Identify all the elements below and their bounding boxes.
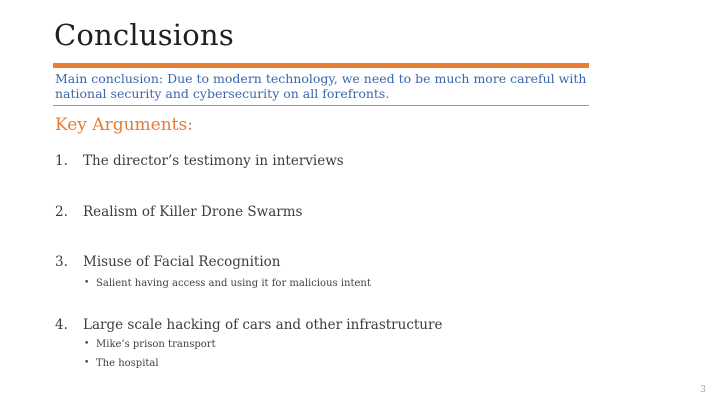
sub-bullet-item	[84, 277, 371, 290]
sub-bullet-item	[84, 357, 159, 370]
divider-line	[53, 105, 589, 106]
page-number: 3	[700, 385, 706, 395]
main-conclusion-text	[55, 71, 600, 101]
argument-number: 2.	[55, 204, 68, 220]
bullet-icon: •	[84, 278, 90, 288]
main-conclusion-line-1: Main conclusion: Due to modern technology, we need to be much more careful with	[55, 71, 587, 86]
slide-title: Conclusions	[54, 18, 234, 52]
argument-text: The director’s testimony in interviews	[83, 153, 344, 169]
accent-bar	[53, 63, 589, 68]
argument-item-4	[55, 317, 442, 334]
argument-text: Realism of Killer Drone Swarms	[83, 204, 303, 220]
sub-bullet-text: Mike’s prison transport	[96, 339, 216, 350]
argument-item-3	[55, 254, 280, 271]
section-heading: Key Arguments:	[55, 115, 193, 135]
argument-text: Large scale hacking of cars and other infrastructure	[83, 317, 443, 333]
argument-number: 1.	[55, 153, 68, 169]
argument-number: 4.	[55, 317, 68, 333]
sub-bullet-text: Salient having access and using it for malicious intent	[96, 278, 371, 289]
sub-bullet-item	[84, 338, 216, 351]
bullet-icon: •	[84, 358, 90, 368]
argument-text: Misuse of Facial Recognition	[83, 254, 281, 270]
argument-number: 3.	[55, 254, 68, 270]
sub-bullet-text: The hospital	[96, 358, 159, 369]
argument-item-2	[55, 204, 302, 221]
argument-item-1	[55, 153, 344, 170]
main-conclusion-line-2: national security and cybersecurity on all forefronts.	[55, 86, 390, 101]
bullet-icon: •	[84, 339, 90, 349]
